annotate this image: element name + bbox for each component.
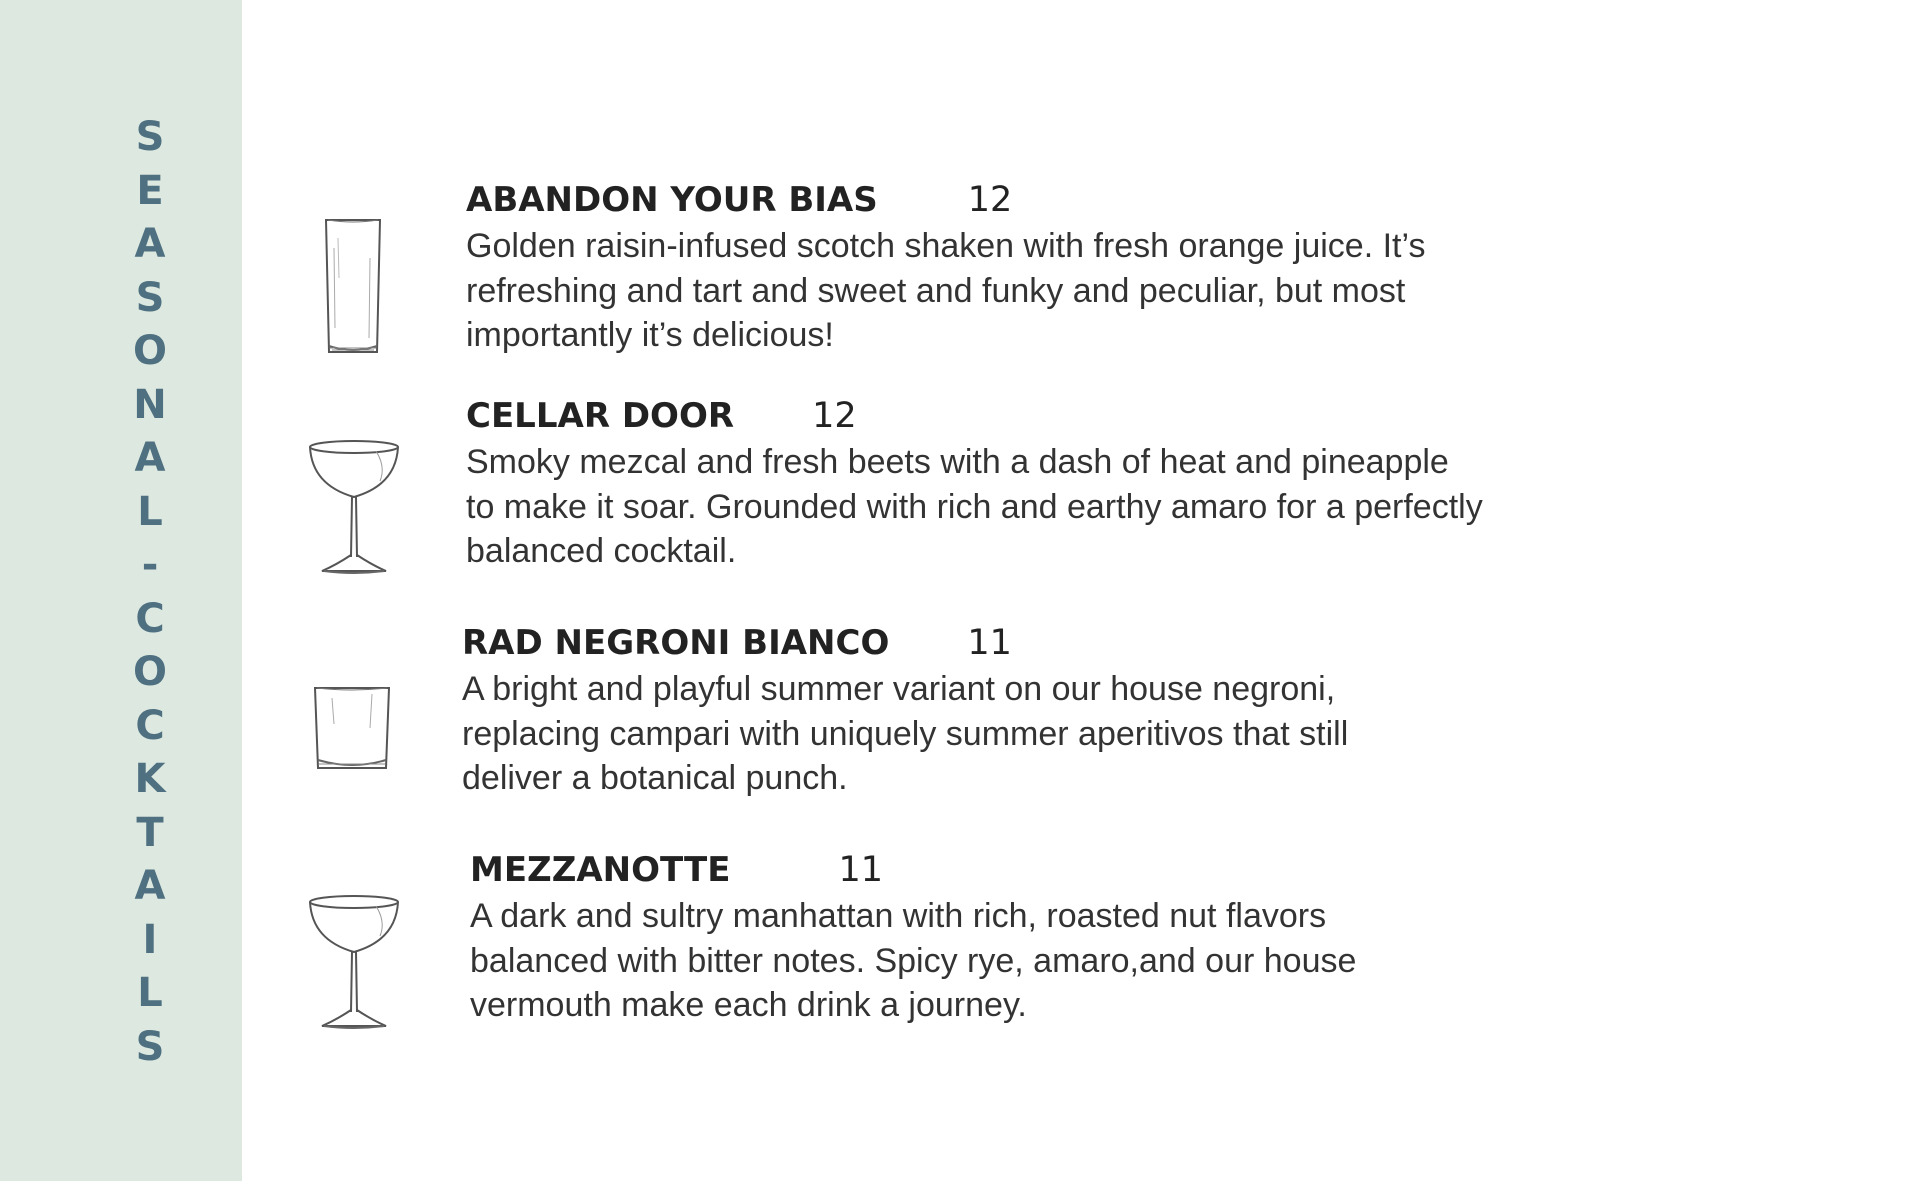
section-title-letter: O [132,328,167,374]
section-title-letter: S [135,274,165,321]
menu-item-header [470,850,1570,894]
section-title-letter: A [134,221,166,267]
coupe-glass-icon [306,892,402,1032]
item-description: Smoky mezcal and fresh beets with a dash of heat and pineapple to make it soar. Grounded with rich and earthy amaro for a perfectly balanced cocktail. [466,443,1483,570]
section-title-letter: L [137,970,163,1016]
item-description: Golden raisin-infused scotch shaken with fresh orange juice. It’s refreshing and tart and sweet and funky and peculiar, but most importantly it’s delicious! [466,227,1426,354]
menu-item-text [466,396,1566,574]
section-title-letter: I [142,916,158,963]
rocks-glass-icon [312,684,392,776]
item-name: CELLAR DOOR [466,396,735,436]
menu-item-header [462,623,1562,667]
item-name: MEZZANOTTE [470,850,731,890]
item-price: 12 [967,180,1013,220]
menu-item-header [466,396,1566,440]
item-description: A bright and playful summer variant on our house negroni, replacing campari with uniquely summer aperitivos that still deliver a botanical punch. [462,670,1349,797]
section-title-letter: A [134,435,166,481]
section-title-letter: C [135,595,165,642]
section-title-letter: C [135,702,165,749]
menu-item-text [462,623,1562,801]
section-title-letter: - [141,542,159,588]
section-title-letter: O [132,649,167,695]
menu-item-text [470,850,1570,1028]
section-title-vertical [0,111,300,1074]
item-description: A dark and sultry manhattan with rich, roasted nut flavors balanced with bitter notes. Spicy rye, amaro,and our house vermouth make each drink a journey. [470,897,1357,1024]
item-price: 12 [812,396,857,436]
menu-item-header [466,180,1566,224]
section-title-letter: L [137,488,163,535]
menu-item-text [466,180,1566,358]
highball-glass-icon [320,218,386,358]
section-title-letter: S [135,114,165,160]
item-price: 11 [838,850,883,890]
section-title-letter: A [134,863,166,909]
item-name: RAD NEGRONI BIANCO [462,623,890,663]
section-title-letter: E [136,167,164,214]
item-name: ABANDON YOUR BIAS [466,180,878,220]
section-title-letter: T [136,809,164,856]
sidebar [0,0,242,1181]
coupe-glass-icon [306,437,402,577]
section-title-letter: S [135,1023,165,1070]
section-title-letter: N [133,381,167,428]
section-title-letter: K [134,756,166,802]
item-price: 11 [967,623,1012,663]
